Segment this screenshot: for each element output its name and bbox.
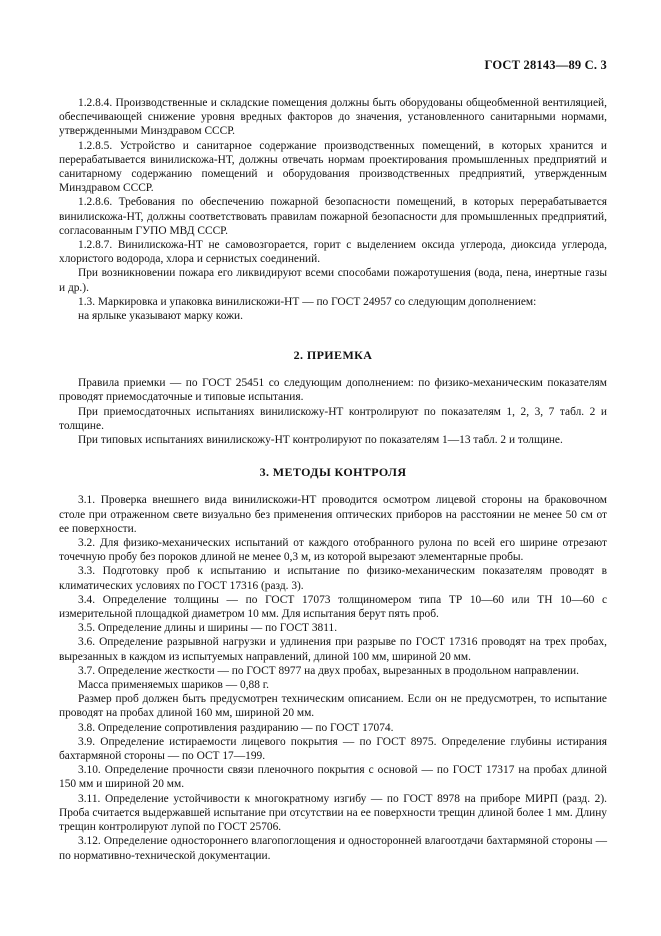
paragraph-type-tests: При типовых испытаниях винилискожу-НТ контролируют по показателям 1—13 табл. 2 и толщине. (78, 434, 563, 447)
paragraph-3-2: 3.2. Для физико-механических испытаний от каждого отобранного рулона по всей его ширине отрезают точечную пробу без пороков длиной не менее 0,3 м, из которой вырезают элементарные пробы. (59, 537, 607, 564)
paragraph-3-9: 3.9. Определение истираемости лицевого покрытия — по ГОСТ 8975. Определение глубины истирания бахтармяной стороны — по ОСТ 17—199. (59, 735, 607, 763)
section-2-body (59, 376, 607, 447)
section-2-title: 2. ПРИЕМКА (293, 348, 373, 362)
paragraph-acceptance-rules: Правила приемки — по ГОСТ 25451 со следующим дополнением: по физико-механическим показателям проводят приемосдаточные и типовые испытания. (59, 377, 607, 404)
paragraph-acceptance-tests: При приемосдаточных испытаниях винилискожу-НТ контролируют по показателям 1, 2, 3, 7 табл. 2 и толщине. (59, 405, 607, 432)
paragraph-ball-mass: Масса применяемых шариков — 0,88 г. (78, 679, 270, 692)
section-3-body (59, 493, 607, 862)
page-header: ГОСТ 28143—89 С. 3 (484, 58, 607, 72)
paragraph-1-2-8-6: 1.2.8.6. Требования по обеспечению пожарной безопасности помещений, в которых перерабатывается винилискожа-НТ, должны соответствовать правилам пожарной безопасности для промышленных предприятий, согласованным ГУПО МВД СССР. (59, 196, 607, 237)
paragraph-sample-size: Размер проб должен быть предусмотрен техническим описанием. Если он не предусмотрен, то испытание проводят на пробах длиной 160 мм, шириной 20 мм. (59, 693, 607, 720)
paragraph-3-8: 3.8. Определение сопротивления раздиранию — по ГОСТ 17074. (78, 721, 394, 734)
paragraph-3-6: 3.6. Определение разрывной нагрузки и удлинения при разрыве по ГОСТ 17316 проводят на трех пробах, вырезанных в каждом из испытуемых направлений, длиной 100 мм, шириной 20 мм. (59, 636, 607, 663)
paragraph-3-1: 3.1. Проверка внешнего вида винилискожи-НТ проводится осмотром лицевой стороны на браковочном столе при отраженном свете визуально без применения оптических приборов на расстоянии не менее 50 см от ее поверхности. (59, 494, 607, 535)
section-1-continuation (59, 96, 607, 334)
paragraph-3-12: 3.12. Определение одностороннего влагопоглощения и односторонней влагоотдачи бахтармяной стороны — по нормативно-технической документации. (59, 835, 607, 862)
paragraph-3-4: 3.4. Определение толщины — по ГОСТ 17073 толщиномером типа ТР 10—60 или ТН 10—60 с измерительной площадкой диаметром 10 мм. Для испытания берут пять проб. (59, 593, 607, 621)
paragraph-3-7: 3.7. Определение жесткости — по ГОСТ 8977 на двух пробах, вырезанных в продольном направлении. (78, 664, 579, 677)
paragraph-3-3: 3.3. Подготовку проб к испытанию и испытание по физико-механическим показателям проводят в климатических условиях по ГОСТ 17316 (разд. 3). (59, 565, 607, 592)
paragraph-fire-extinguishing: При возникновении пожара его ликвидируют всеми способами пожаротушения (вода, пена, инертные газы и др.). (59, 267, 607, 294)
paragraph-3-10: 3.10. Определение прочности связи пленочного покрытия с основой — по ГОСТ 17317 на пробах длиной 150 мм и шириной 20 мм. (59, 764, 607, 791)
paragraph-label-note: на ярлыке указывают марку кожи. (78, 310, 243, 323)
paragraph-3-5: 3.5. Определение длины и ширины — по ГОСТ 3811. (78, 622, 338, 635)
paragraph-1-3: 1.3. Маркировка и упаковка винилискожи-НТ — по ГОСТ 24957 со следующим дополнением: (78, 295, 537, 308)
paragraph-1-2-8-7: 1.2.8.7. Винилискожа-НТ не самовозгорается, горит с выделением оксида углерода, диоксида углерода, хлористого водорода, хлора и сернистых соединений. (59, 239, 607, 266)
document-body (59, 96, 607, 863)
paragraph-1-2-8-5: 1.2.8.5. Устройство и санитарное содержание производственных помещений, в которых хранится и перерабатывается винилискожа-НТ, должны отвечать нормам проектирования промышленных предприятий и санитарному содержанию помещений и оборудования производственных предприятий, утвержденным Минздравом СССР. (59, 139, 607, 195)
section-3-title: 3. МЕТОДЫ КОНТРОЛЯ (259, 465, 407, 480)
paragraph-1-2-8-4: 1.2.8.4. Производственные и складские помещения должны быть оборудованы общеобменной вентиляцией, обеспечивающей снижение уровня вредных факторов до значения, установленного санитарными нормами, утвержденными Минздравом СССР. (59, 97, 607, 138)
paragraph-3-11: 3.11. Определение устойчивости к многократному изгибу — по ГОСТ 8978 на приборе МИРП (разд. 2). Проба считается выдержавшей испытание при отсутствии на ее поверхности трещин длиной более 1 мм. Длину трещин контролируют лупой по ГОСТ 25706. (59, 792, 607, 834)
